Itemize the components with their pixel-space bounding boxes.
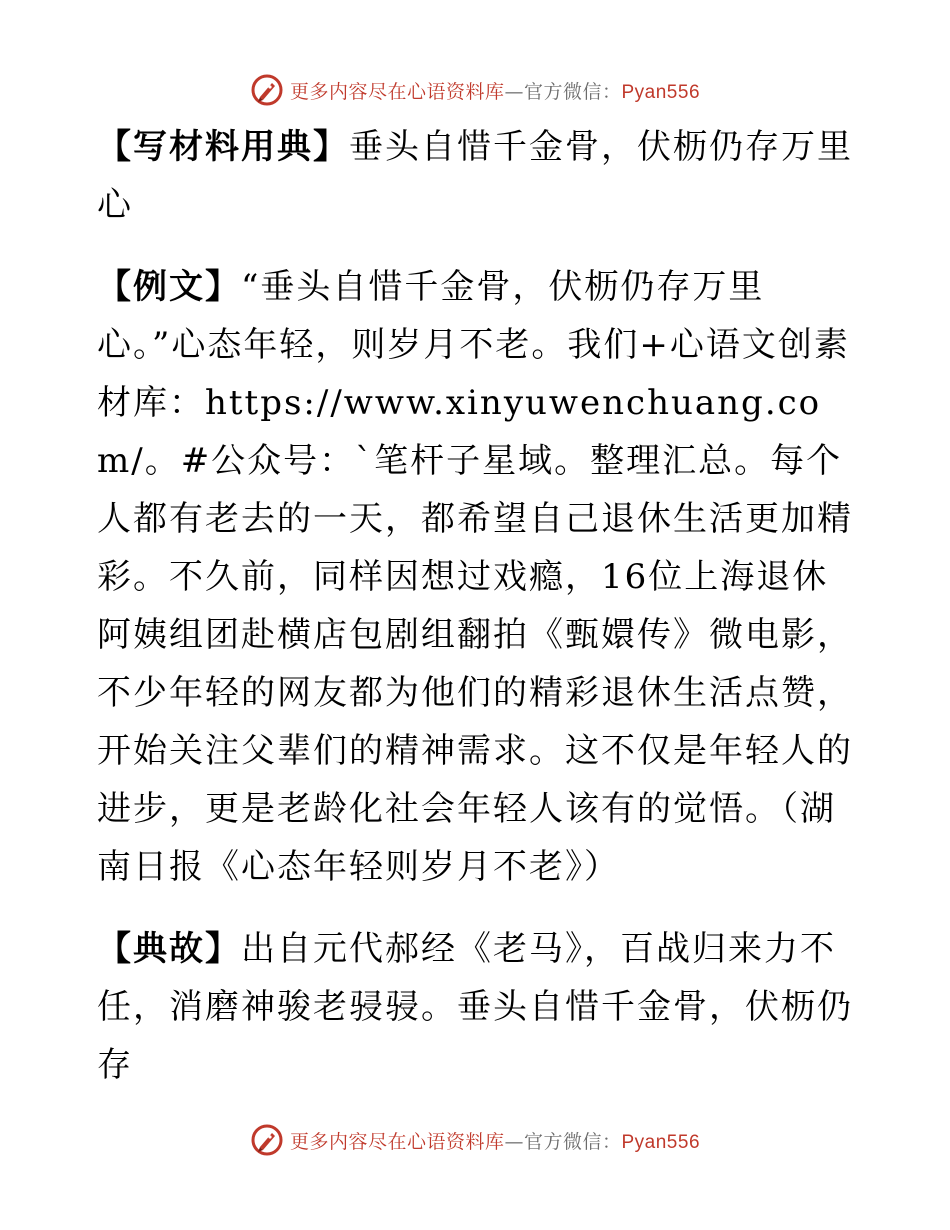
pen-logo-icon [250,73,284,107]
pen-logo-icon [250,1123,284,1157]
footer-banner-inner [250,1123,700,1157]
section-label: 【典故】 [97,929,241,969]
document-body [97,118,857,1094]
header-banner [0,70,950,110]
header-banner-slogan: 更多内容尽在心语资料库 [289,80,505,103]
section-body: 出自元代郝经《老马》，百战归来力不任，消磨神骏老骎骎。垂头自惜千金骨，伏枥仍存 [97,929,853,1085]
footer-wechat-id: Pyan556 [621,1131,701,1153]
section-writing-quote [97,118,857,234]
footer-banner-slogan: 更多内容尽在心语资料库 [289,1130,505,1153]
footer-banner-dash: — [504,1130,524,1153]
footer-banner-text [290,1127,700,1154]
header-wechat-id: Pyan556 [621,81,701,103]
section-body: 垂头自惜千金骨，伏枥仍存万里心 [97,127,853,225]
footer-wechat-label: 官方微信： [523,1130,622,1153]
header-banner-inner [250,73,700,107]
section-body: “垂头自惜千金骨，伏枥仍存万里心。”心态年轻，则岁月不老。我们+心语文创素材库：https://www.xinyuwenchuang.com/。#公众号：`笔杆子星域。整理汇总。每个人都有老去的一天，都希望自己退休生活更加精彩。不久前，同样因想过戏瘾，16位上海退休阿姨组团赴横店包剧组翻拍《甄嬛传》微电影，不少年轻的网友都为他们的精彩退休生活点赞，开始关注父辈们的精神需求。这不仅是年轻人的进步，更是老龄化社会年轻人该有的觉悟。（湖南日报《心态年轻则岁月不老》） [97,267,853,887]
section-label: 【例文】 [97,267,241,307]
header-banner-dash: — [504,80,524,103]
section-allusion [97,920,857,1094]
section-label: 【写材料用典】 [97,127,349,167]
section-example [97,258,857,896]
header-banner-text [290,77,700,104]
footer-banner [0,1120,950,1160]
header-wechat-label: 官方微信： [523,80,622,103]
